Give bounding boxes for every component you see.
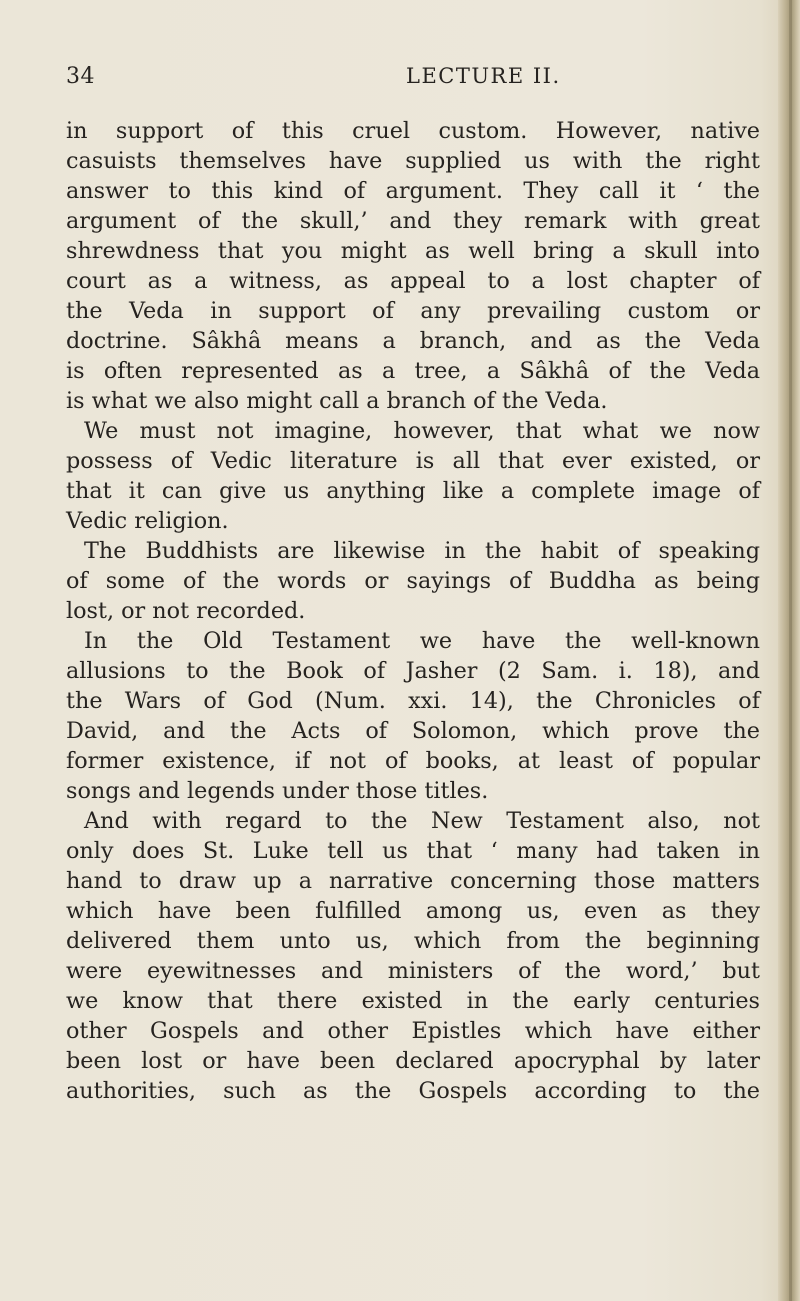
page-number: 34 [66, 64, 95, 89]
text-line: former existence, if not of books, at least of popular [66, 748, 760, 774]
running-head: LECTURE II. [406, 64, 561, 88]
text-line: been lost or have been declared apocryphal by later [66, 1048, 760, 1074]
text-line: The Buddhists are likewise in the habit of speaking [84, 538, 760, 564]
text-line: the Veda in support of any prevailing custom or [66, 298, 760, 324]
text-line: we know that there existed in the early centuries [66, 988, 760, 1014]
page-header [66, 64, 746, 104]
text-line: delivered them unto us, which from the beginning [66, 928, 760, 954]
text-line: We must not imagine, however, that what we now [84, 418, 760, 444]
text-line: lost, or not recorded. [66, 598, 306, 624]
text-line: doctrine. Sâkhâ means a branch, and as the Veda [66, 328, 760, 354]
text-line: the Wars of God (Num. xxi. 14), the Chronicles of [66, 688, 760, 714]
text-line: casuists themselves have supplied us with the right [66, 148, 760, 174]
page-edge-line [789, 0, 792, 1301]
text-line: possess of Vedic literature is all that ever existed, or [66, 448, 760, 474]
text-line: in support of this cruel custom. However, native [66, 118, 760, 144]
text-line: other Gospels and other Epistles which have either [66, 1018, 760, 1044]
text-line: that it can give us anything like a complete image of [66, 478, 760, 504]
text-line: only does St. Luke tell us that ‘ many had taken in [66, 838, 760, 864]
text-line: shrewdness that you might as well bring a skull into [66, 238, 760, 264]
text-line: David, and the Acts of Solomon, which prove the [66, 718, 760, 744]
text-line: is what we also might call a branch of the Veda. [66, 388, 608, 414]
text-line: of some of the words or sayings of Buddha as being [66, 568, 760, 594]
text-line: In the Old Testament we have the well-known [84, 628, 760, 654]
text-line: answer to this kind of argument. They call it ‘ the [66, 178, 760, 204]
text-line: songs and legends under those titles. [66, 778, 489, 804]
text-line: And with regard to the New Testament also, not [84, 808, 760, 834]
text-line: which have been fulfilled among us, even as they [66, 898, 760, 924]
text-line: allusions to the Book of Jasher (2 Sam. i. 18), and [66, 658, 760, 684]
text-line: were eyewitnesses and ministers of the word,’ but [66, 958, 760, 984]
text-line: argument of the skull,’ and they remark with great [66, 208, 760, 234]
body-text [66, 116, 760, 1106]
text-line: Vedic religion. [66, 508, 229, 534]
text-line: hand to draw up a narrative concerning those matters [66, 868, 760, 894]
text-line: authorities, such as the Gospels according to the [66, 1078, 760, 1104]
text-line: is often represented as a tree, a Sâkhâ of the Veda [66, 358, 760, 384]
text-line: court as a witness, as appeal to a lost chapter of [66, 268, 760, 294]
